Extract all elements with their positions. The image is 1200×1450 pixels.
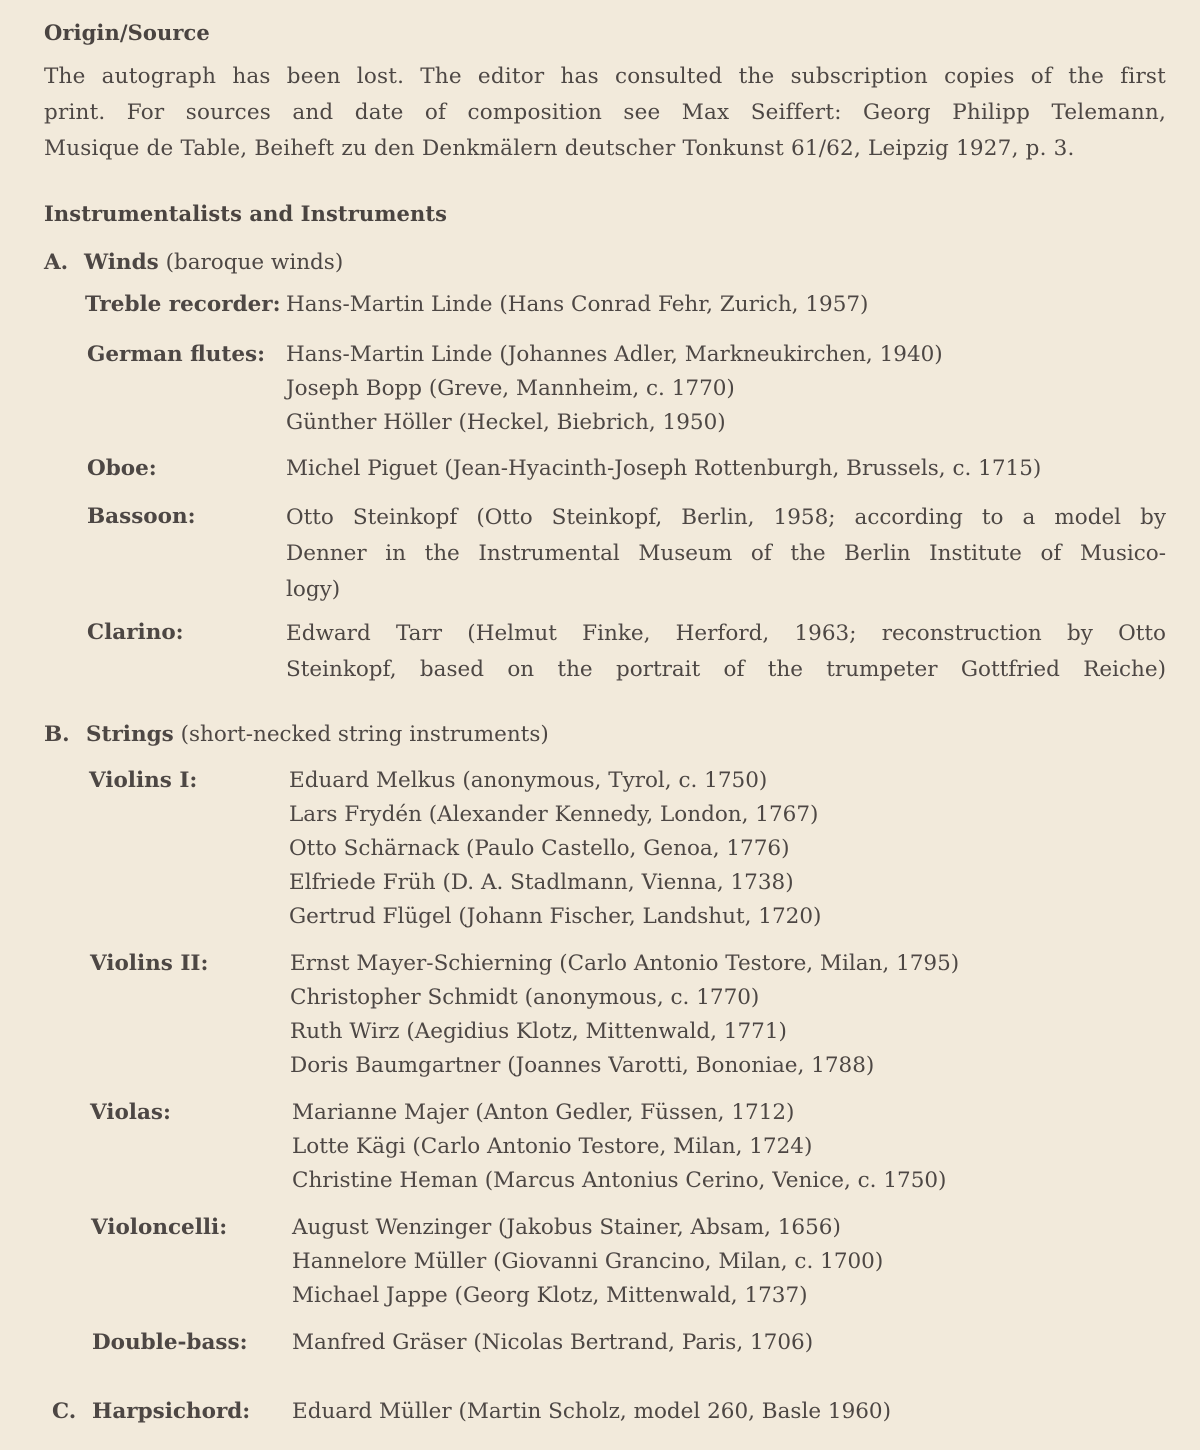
origin-line: The autograph has been lost. The editor has consulted the subscription copies of the first: [44, 64, 1166, 89]
section-harpsichord-heading: [52, 1395, 250, 1429]
group-entries: [286, 338, 943, 440]
group-entries: [292, 1096, 946, 1198]
group-label: Clarino:: [87, 620, 184, 645]
entry: Elfriede Früh (D. A. Stadlmann, Vienna, 1738): [289, 870, 794, 895]
entry: Denner in the Instrumental Museum of the Berlin Institute of Musico-: [286, 541, 1166, 566]
group-label: Oboe:: [87, 456, 157, 481]
entry: Eduard Melkus (anonymous, Tyrol, c. 1750): [289, 768, 768, 793]
group-entries: [286, 616, 1166, 688]
group-entries: [286, 288, 868, 322]
entry: logy): [286, 577, 341, 602]
entry: Joseph Bopp (Greve, Mannheim, c. 1770): [286, 376, 735, 401]
section-winds-heading: [44, 250, 343, 275]
section-note: (baroque winds): [165, 250, 344, 275]
entry: Lars Frydén (Alexander Kennedy, London, 1767): [289, 802, 819, 827]
origin-line: Musique de Table, Beiheft zu den Denkmälern deutscher Tonkunst 61/62, Leipzig 1927, p. 3.: [44, 136, 1075, 161]
entry: Gertrud Flügel (Johann Fischer, Landshut, 1720): [289, 904, 822, 929]
entry: Edward Tarr (Helmut Finke, Herford, 1963; reconstruction by Otto: [286, 621, 1166, 646]
section-name: Harpsichord:: [92, 1399, 251, 1424]
entry: Ernst Mayer-Schierning (Carlo Antonio Testore, Milan, 1795): [290, 951, 960, 976]
group-label: Violoncelli:: [91, 1215, 228, 1240]
group-entries: [292, 1211, 883, 1313]
entry: Eduard Müller (Martin Scholz, model 260, Basle 1960): [292, 1399, 891, 1424]
section-letter: A.: [44, 250, 69, 275]
entry: Günther Höller (Heckel, Biebrich, 1950): [286, 410, 726, 435]
entry: Manfred Gräser (Nicolas Bertrand, Paris, 1706): [292, 1330, 814, 1355]
entry: Otto Steinkopf (Otto Steinkopf, Berlin, 1958; according to a model by: [286, 505, 1166, 530]
entry: Otto Schärnack (Paulo Castello, Genoa, 1776): [289, 836, 790, 861]
section-letter: C.: [52, 1399, 77, 1424]
entry: Christopher Schmidt (anonymous, c. 1770): [290, 985, 760, 1010]
entry: August Wenzinger (Jakobus Stainer, Absam, 1656): [292, 1215, 841, 1240]
entry: Michel Piguet (Jean-Hyacinth-Joseph Rottenburgh, Brussels, c. 1715): [286, 456, 1042, 481]
group-label: Bassoon:: [87, 504, 196, 529]
group-label: Treble recorder:: [85, 292, 281, 317]
group-entries: [292, 1395, 891, 1429]
section-note: (short-necked string instruments): [180, 722, 549, 747]
entry: Michael Jappe (Georg Klotz, Mittenwald, 1737): [292, 1283, 808, 1308]
group-entries: [286, 452, 1041, 486]
group-label: Violins I:: [89, 768, 198, 793]
section-letter: B.: [44, 722, 70, 747]
group-entries: [292, 1326, 813, 1360]
group-entries: [290, 947, 959, 1083]
entry: Lotte Kägi (Carlo Antonio Testore, Milan, 1724): [292, 1134, 813, 1159]
group-entries: [286, 500, 1166, 608]
group-label: German flutes:: [87, 342, 266, 367]
entry: Doris Baumgartner (Joannes Varotti, Bononiae, 1788): [290, 1053, 875, 1078]
entry: Marianne Majer (Anton Gedler, Füssen, 1712): [292, 1100, 795, 1125]
section-name: Strings: [86, 722, 174, 747]
origin-heading: Origin/Source: [44, 20, 210, 45]
entry: Steinkopf, based on the portrait of the trumpeter Gottfried Reiche): [286, 657, 1166, 682]
instruments-heading: Instrumentalists and Instruments: [44, 201, 448, 226]
origin-paragraph: [44, 59, 1166, 167]
section-strings-heading: [44, 722, 549, 747]
entry: Hannelore Müller (Giovanni Grancino, Milan, c. 1700): [292, 1249, 884, 1274]
entry: Hans-Martin Linde (Johannes Adler, Markneukirchen, 1940): [286, 342, 943, 367]
section-name: Winds: [84, 250, 159, 275]
origin-line: print. For sources and date of composition see Max Seiffert: Georg Philipp Telemann,: [44, 100, 1166, 125]
group-label: Violins II:: [90, 951, 209, 976]
group-label: Double-bass:: [92, 1330, 248, 1355]
group-entries: [289, 764, 821, 934]
group-label: Violas:: [90, 1100, 171, 1125]
entry: Ruth Wirz (Aegidius Klotz, Mittenwald, 1771): [290, 1019, 787, 1044]
entry: Hans-Martin Linde (Hans Conrad Fehr, Zurich, 1957): [286, 292, 869, 317]
entry: Christine Heman (Marcus Antonius Cerino, Venice, c. 1750): [292, 1168, 947, 1193]
